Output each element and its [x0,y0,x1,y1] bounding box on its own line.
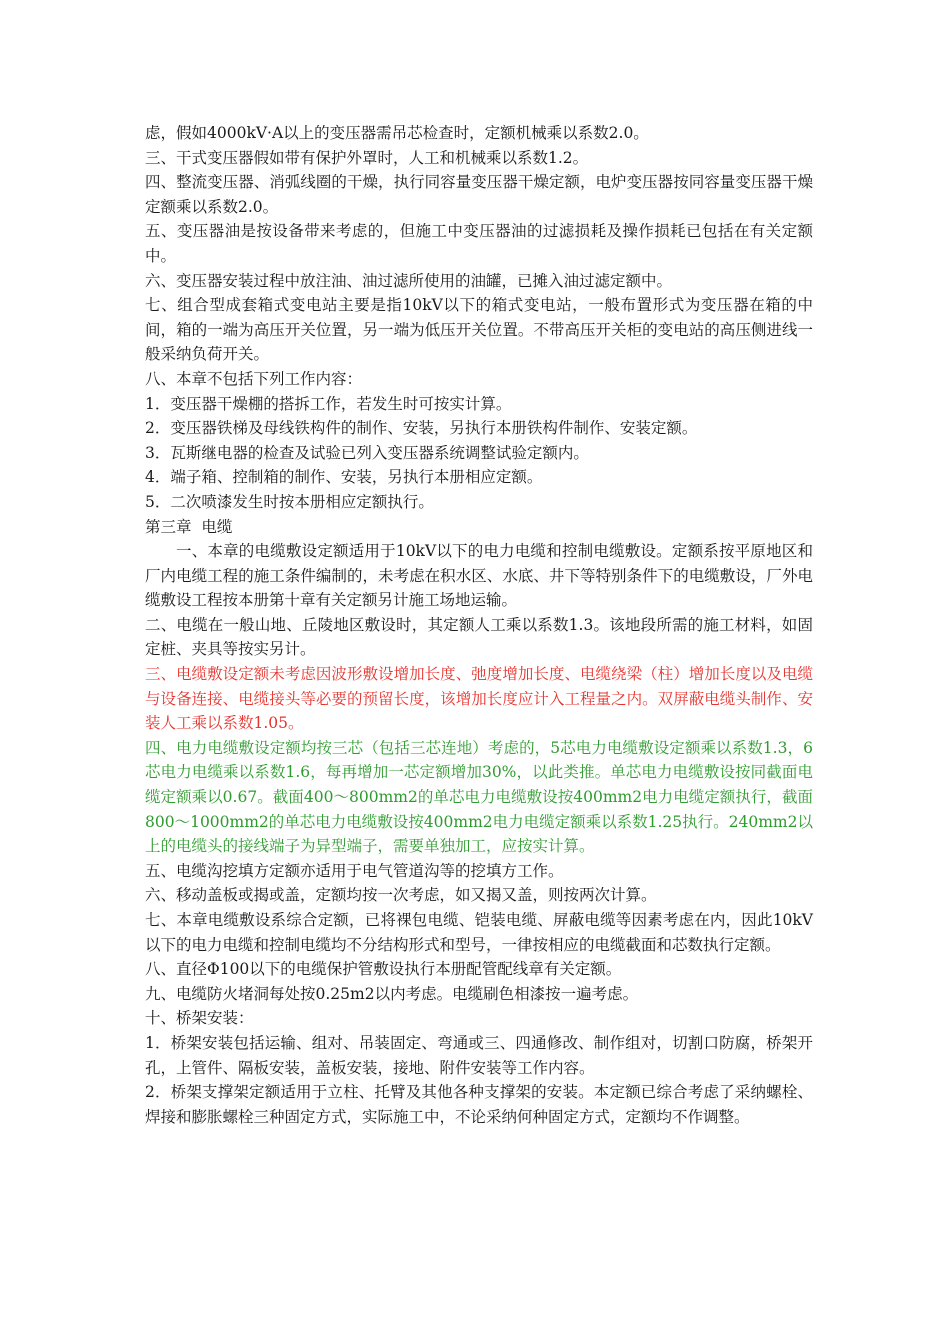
list-item: 2．桥架支撑架定额适用于立柱、托臂及其他各种支撑架的安装。本定额已综合考虑了采纳螺栓、焊接和膨胀螺栓三种固定方式，实际施工中，不论采纳何种固定方式，定额均不作调整。 [145,1083,813,1126]
list-item: 2．变压器铁梯及母线铁构件的制作、安装，另执行本册铁构件制作、安装定额。 [145,419,698,438]
paragraph-chapter3-item-9: 九、电缆防火堵洞每处按0.25m2以内考虑。电缆刷色相漆按一遍考虑。 [145,984,639,1003]
paragraph-chapter3-item-2: 二、电缆在一般山地、丘陵地区敷设时，其定额人工乘以系数1.3。该地段所需的施工材料，如固定桩、夹具等按实另计。 [145,615,813,659]
paragraph-chapter3-item-10: 十、桥架安装： [145,1009,254,1028]
list-item: 5．二次喷漆发生时按本册相应定额执行。 [145,492,434,511]
paragraph-chapter3-item-1: 一、本章的电缆敷设定额适用于10kV以下的电力电缆和控制电缆敷设。定额系按平原地区和厂内电缆工程的施工条件编制的，未考虑在积水区、水底、井下等特别条件下的电缆敷设，厂外电缆敷设工程按本册第十章有关定额另计施工场地运输。 [145,542,813,610]
list-item: 1．变压器干燥棚的搭拆工作，若发生时可按实计算。 [145,394,512,413]
paragraph-chapter3-item-5: 五、电缆沟挖填方定额亦适用于电气管道沟等的挖填方工作。 [145,861,564,880]
paragraph-chapter3-item-7: 七、本章电缆敷设系综合定额，已将裸包电缆、铠装电缆、屏蔽电缆等因素考虑在内，因此10kV以下的电力电缆和控制电缆均不分结构形式和型号，一律按相应的电缆截面和芯数执行定额。 [145,911,813,954]
list-item: 1．桥架安装包括运输、组对、吊装固定、弯通或三、四通修改、制作组对，切割口防腐，桥架开孔，上管件、隔板安装，盖板安装，接地、附件安装等工作内容。 [145,1033,813,1077]
list-item: 4．端子箱、控制箱的制作、安装，另执行本册相应定额。 [145,468,543,487]
paragraph-chapter3-item-6: 六、移动盖板或揭或盖，定额均按一次考虑，如又揭又盖，则按两次计算。 [145,886,657,905]
document-body [145,121,813,1129]
paragraph-chapter3-item-4-highlighted: 四、电力电缆敷设定额均按三芯（包括三芯连地）考虑的，5芯电力电缆敷设定额乘以系数1.3，6芯电力电缆乘以系数1.6，每再增加一芯定额增加30%，以此类推。单芯电力电缆敷设按同截面电缆定额乘以0.67。截面400～800mm2的单芯电力电缆敷设按400mm2电力电缆定额执行，截面800～1000mm2的单芯电力电缆敷设按400mm2电力电缆定额乘以系数1.25执行。240mm2以上的电缆头的接线端子为异型端子，需要单独加工，应按实计算。 [145,738,813,856]
paragraph-chapter3-item-8: 八、直径Φ100以下的电缆保护管敷设执行本册配管配线章有关定额。 [145,960,622,979]
paragraph-item-4: 四、整流变压器、消弧线圈的干燥，执行同容量变压器干燥定额，电炉变压器按同容量变压器干燥定额乘以系数2.0。 [145,173,813,216]
paragraph-item-8: 八、本章不包括下列工作内容： [145,369,363,388]
paragraph-item-7: 七、组合型成套箱式变电站主要是指10kV以下的箱式变电站，一般布置形式为变压器在箱的中间，箱的一端为高压开关位置，另一端为低压开关位置。不带高压开关柜的变电站的高压侧进线一般采纳负荷开关。 [145,296,813,364]
paragraph-item-5: 五、变压器油是按设备带来考虑的，但施工中变压器油的过滤损耗及操作损耗已包括在有关定额中。 [145,222,813,265]
paragraph-continuation: 虑，假如4000kV·A以上的变压器需吊芯检查时，定额机械乘以系数2.0。 [145,124,649,142]
list-item: 3．瓦斯继电器的检查及试验已列入变压器系统调整试验定额内。 [145,443,589,462]
chapter-heading: 第三章 电缆 [145,517,233,536]
paragraph-item-3: 三、干式变压器假如带有保护外罩时，人工和机械乘以系数1.2。 [145,148,589,167]
paragraph-chapter3-item-3-highlighted: 三、电缆敷设定额未考虑因波形敷设增加长度、弛度增加长度、电缆绕梁（柱）增加长度以及电缆与设备连接、电缆接头等必要的预留长度，该增加长度应计入工程量之内。双屏蔽电缆头制作、安装人工乘以系数1.05。 [145,665,813,733]
paragraph-item-6: 六、变压器安装过程中放注油、油过滤所使用的油罐，已摊入油过滤定额中。 [145,271,673,290]
